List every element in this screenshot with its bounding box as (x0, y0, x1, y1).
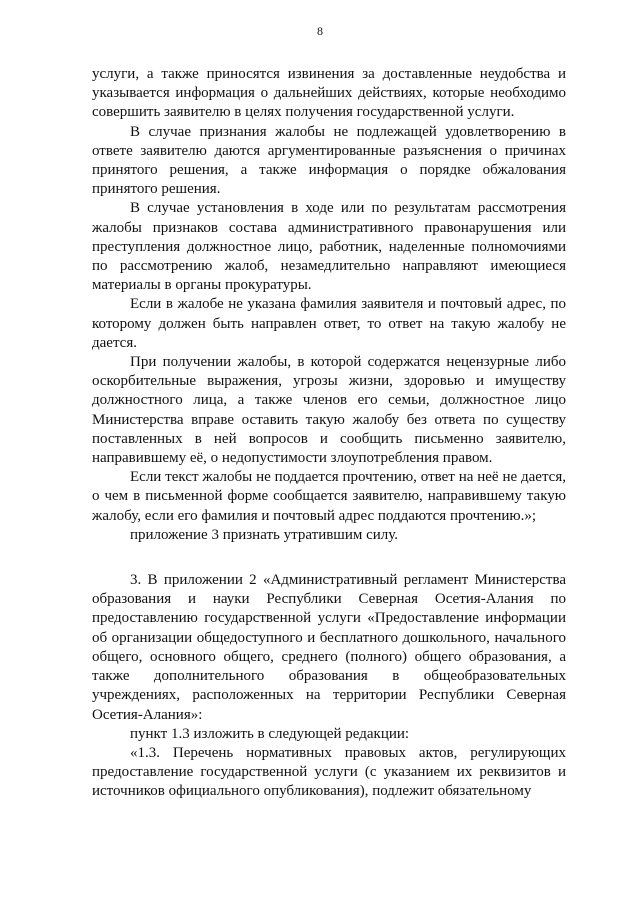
paragraph-unreadable: Если текст жалобы не поддается прочтению, ответ на неё не дается, о чем в письменной форме сообщается заявителю, направившему такую жалобу, если его фамилия и почтовый адрес поддаются прочтению.»; (92, 469, 566, 524)
paragraph-item-3: 3. В приложении 2 «Административный регламент Министерства образования и науки Республики Северная Осетия-Алания по предоставлению государственной услуги «Предоставление информации об организации общедоступного и бесплатного дошкольного, начального общего, основного общего, среднего (полного) общего образования, а также дополнительного образования в общеобразовательных учреждениях, расположенных на территории Республики Северная Осетия-Алания»: (92, 572, 566, 723)
paragraph-point-1-3: пункт 1.3 изложить в следующей редакции: (130, 725, 410, 742)
paragraph-1-3-text: «1.3. Перечень нормативных правовых актов, регулирующих предоставление государственной услуги (с указанием их реквизитов и источников официального опубликования), подлежит обязательному (92, 744, 566, 800)
paragraph-annex-3: приложение 3 признать утратившим силу. (130, 526, 399, 543)
paragraph-refusal: В случае признания жалобы не подлежащей удовлетворению в ответе заявителю даются аргументированные разъяснения о причинах принятого решения, а также информация о порядке обжалования принятого решения. (92, 123, 566, 198)
paragraph-obscene: При получении жалобы, в которой содержатся нецензурные либо оскорбительные выражения, угрозы жизни, здоровью и имуществу должностного лица, а также членов его семьи, должностное лицо Министерства вправе оставить такую жалобу без ответа по существу поставленных в ней вопросов и сообщить письменно заявителю, направившему её, о недопустимости злоупотребления правом. (92, 354, 566, 467)
paragraph-prosecution: В случае установления в ходе или по результатам рассмотрения жалобы признаков состава административного правонарушения или преступления должностное лицо, работник, наделенные полномочиями по рассмотрению жалоб, незамедлительно направляют имеющиеся материалы в органы прокуратуры. (92, 200, 566, 294)
document-body (92, 65, 566, 802)
page-number: 8 (317, 24, 323, 38)
paragraph-no-surname: Если в жалобе не указана фамилия заявителя и почтовый адрес, по которому должен быть направлен ответ, то ответ на такую жалобу не дается. (92, 296, 566, 351)
paragraph-continuation: услуги, а также приносятся извинения за доставленные неудобства и указывается информация о дальнейших действиях, которые необходимо совершить заявителю в целях получения государственной услуги. (92, 66, 566, 121)
